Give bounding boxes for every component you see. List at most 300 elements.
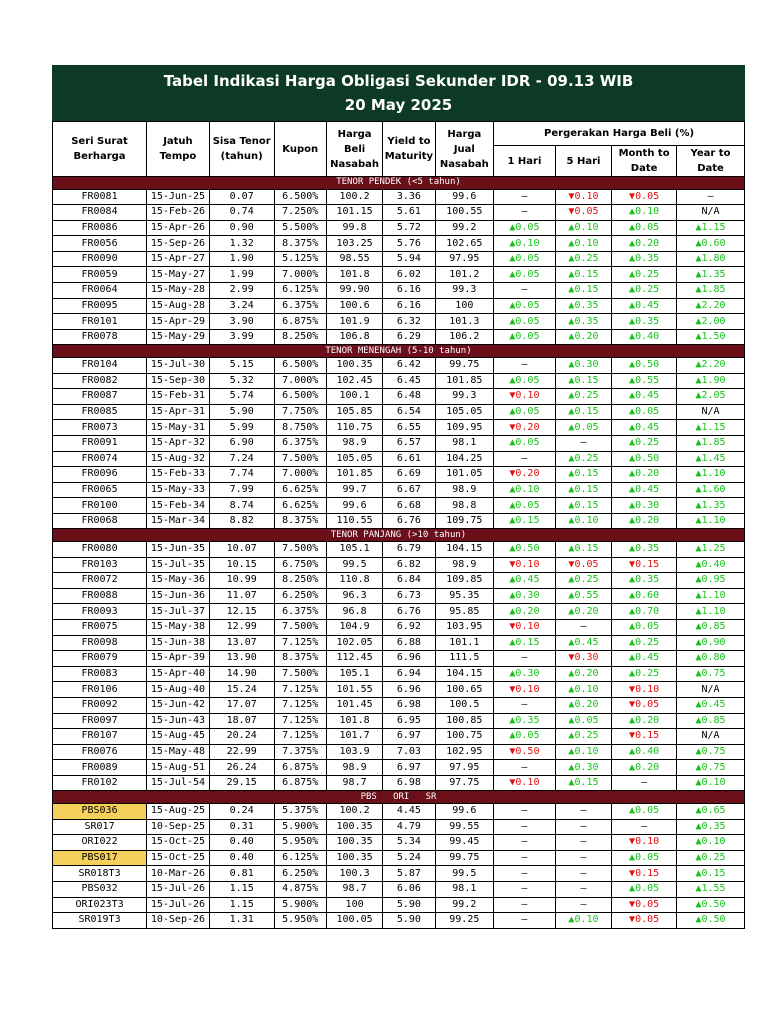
cell-change-ytd: ▲0.50 (677, 913, 745, 929)
cell-change-mtd: ▲0.25 (612, 267, 677, 283)
cell-change-1d: ▲0.15 (494, 513, 556, 529)
cell-coupon: 7.125% (274, 713, 326, 729)
cell-change-1d: — (494, 651, 556, 667)
cell-tenor: 7.24 (209, 451, 274, 467)
cell-change-ytd: N/A (677, 404, 745, 420)
cell-tenor: 0.24 (209, 803, 274, 819)
cell-buy-price: 98.7 (326, 881, 382, 897)
cell-tenor: 0.07 (209, 189, 274, 205)
cell-yield: 6.97 (383, 760, 435, 776)
cell-change-1d: — (494, 866, 556, 882)
header-ytd: Year to Date (677, 146, 745, 177)
cell-change-mtd: ▲0.55 (612, 373, 677, 389)
cell-series: FR0106 (53, 682, 147, 698)
cell-coupon: 7.500% (274, 541, 326, 557)
cell-yield: 4.79 (383, 819, 435, 835)
cell-yield: 6.73 (383, 588, 435, 604)
cell-maturity: 15-Oct-25 (147, 835, 210, 851)
cell-coupon: 7.000% (274, 267, 326, 283)
cell-change-1d: — (494, 913, 556, 929)
cell-change-mtd: ▼0.10 (612, 835, 677, 851)
cell-maturity: 15-May-31 (147, 420, 210, 436)
cell-yield: 6.55 (383, 420, 435, 436)
cell-change-mtd: — (612, 775, 677, 791)
cell-change-5d: ▲0.35 (555, 298, 611, 314)
cell-change-1d: ▲0.05 (494, 298, 556, 314)
cell-maturity: 15-Apr-27 (147, 251, 210, 267)
cell-change-ytd: ▲0.80 (677, 651, 745, 667)
cell-change-mtd: ▲0.25 (612, 283, 677, 299)
cell-change-ytd: ▲0.45 (677, 697, 745, 713)
cell-sell-price: 97.75 (435, 775, 494, 791)
cell-tenor: 15.24 (209, 682, 274, 698)
cell-tenor: 8.74 (209, 498, 274, 514)
cell-maturity: 10-Sep-25 (147, 819, 210, 835)
cell-change-ytd: ▲1.15 (677, 220, 745, 236)
cell-change-1d: ▲0.05 (494, 498, 556, 514)
cell-sell-price: 103.95 (435, 619, 494, 635)
cell-maturity: 15-Aug-45 (147, 729, 210, 745)
cell-yield: 6.69 (383, 467, 435, 483)
table-row (53, 850, 745, 866)
cell-tenor: 0.90 (209, 220, 274, 236)
cell-change-5d: ▲0.05 (555, 713, 611, 729)
cell-series: FR0100 (53, 498, 147, 514)
cell-change-1d: ▲0.45 (494, 573, 556, 589)
header-harga-beli: Harga Beli Nasabah (326, 122, 382, 177)
cell-change-ytd: ▲2.00 (677, 314, 745, 330)
cell-coupon: 8.375% (274, 236, 326, 252)
cell-sell-price: 99.75 (435, 850, 494, 866)
cell-tenor: 5.74 (209, 389, 274, 405)
cell-tenor: 18.07 (209, 713, 274, 729)
cell-change-ytd: ▲1.85 (677, 283, 745, 299)
cell-buy-price: 110.75 (326, 420, 382, 436)
cell-series: FR0092 (53, 697, 147, 713)
cell-series: FR0087 (53, 389, 147, 405)
cell-change-ytd: ▲0.85 (677, 713, 745, 729)
cell-change-ytd: ▲0.40 (677, 557, 745, 573)
cell-coupon: 7.000% (274, 467, 326, 483)
table-row (53, 604, 745, 620)
cell-change-5d: — (555, 435, 611, 451)
cell-change-5d: — (555, 803, 611, 819)
section-row (53, 529, 745, 542)
cell-change-mtd: ▲0.40 (612, 329, 677, 345)
cell-sell-price: 99.2 (435, 897, 494, 913)
cell-yield: 6.16 (383, 283, 435, 299)
cell-coupon: 6.500% (274, 357, 326, 373)
cell-change-ytd: ▲0.15 (677, 866, 745, 882)
cell-coupon: 7.125% (274, 635, 326, 651)
cell-series: FR0072 (53, 573, 147, 589)
header-mtd: Month to Date (612, 146, 677, 177)
cell-tenor: 8.82 (209, 513, 274, 529)
section-label: TENOR PANJANG (>10 tahun) (53, 529, 745, 542)
cell-series: FR0098 (53, 635, 147, 651)
cell-change-ytd: ▲0.90 (677, 635, 745, 651)
cell-change-1d: ▲0.05 (494, 373, 556, 389)
cell-change-1d: — (494, 760, 556, 776)
cell-change-1d: — (494, 189, 556, 205)
cell-buy-price: 96.8 (326, 604, 382, 620)
cell-maturity: 15-Feb-26 (147, 205, 210, 221)
cell-maturity: 15-Jun-38 (147, 635, 210, 651)
cell-change-ytd: ▲0.25 (677, 850, 745, 866)
cell-yield: 5.24 (383, 850, 435, 866)
cell-coupon: 7.375% (274, 744, 326, 760)
cell-sell-price: 99.3 (435, 389, 494, 405)
table-row (53, 573, 745, 589)
cell-change-5d: — (555, 819, 611, 835)
table-row (53, 881, 745, 897)
cell-change-mtd: ▲0.25 (612, 435, 677, 451)
header-yield: Yield to Maturity (383, 122, 435, 177)
cell-change-ytd: ▲1.55 (677, 881, 745, 897)
cell-change-5d: ▲0.10 (555, 236, 611, 252)
cell-change-5d: ▲0.20 (555, 329, 611, 345)
cell-change-5d: ▲0.10 (555, 220, 611, 236)
cell-series: ORI022 (53, 835, 147, 851)
cell-series: FR0064 (53, 283, 147, 299)
cell-sell-price: 100.75 (435, 729, 494, 745)
cell-buy-price: 99.90 (326, 283, 382, 299)
cell-maturity: 15-May-29 (147, 329, 210, 345)
cell-change-mtd: ▲0.50 (612, 357, 677, 373)
cell-maturity: 15-May-27 (147, 267, 210, 283)
cell-change-ytd: — (677, 189, 745, 205)
cell-series: FR0084 (53, 205, 147, 221)
cell-change-5d: ▲0.15 (555, 404, 611, 420)
cell-tenor: 0.40 (209, 835, 274, 851)
cell-sell-price: 100.55 (435, 205, 494, 221)
title-banner (52, 65, 745, 121)
table-row (53, 866, 745, 882)
cell-change-ytd: N/A (677, 682, 745, 698)
cell-sell-price: 101.3 (435, 314, 494, 330)
cell-change-ytd: ▲0.35 (677, 819, 745, 835)
cell-series: FR0104 (53, 357, 147, 373)
cell-maturity: 15-May-48 (147, 744, 210, 760)
cell-coupon: 5.900% (274, 897, 326, 913)
cell-tenor: 1.32 (209, 236, 274, 252)
cell-change-ytd: N/A (677, 729, 745, 745)
cell-buy-price: 98.9 (326, 760, 382, 776)
table-row (53, 404, 745, 420)
cell-change-mtd: ▲0.20 (612, 713, 677, 729)
cell-buy-price: 102.05 (326, 635, 382, 651)
cell-change-mtd: ▲0.45 (612, 651, 677, 667)
cell-yield: 6.76 (383, 604, 435, 620)
cell-change-1d: ▲0.30 (494, 666, 556, 682)
cell-maturity: 15-Jul-37 (147, 604, 210, 620)
cell-series: FR0095 (53, 298, 147, 314)
cell-change-1d: — (494, 803, 556, 819)
cell-series: FR0074 (53, 451, 147, 467)
cell-tenor: 5.90 (209, 404, 274, 420)
table-row (53, 729, 745, 745)
cell-change-1d: ▲0.30 (494, 588, 556, 604)
cell-yield: 6.42 (383, 357, 435, 373)
cell-change-ytd: ▲1.60 (677, 482, 745, 498)
cell-coupon: 6.375% (274, 604, 326, 620)
table-row (53, 451, 745, 467)
cell-yield: 6.98 (383, 697, 435, 713)
cell-yield: 6.06 (383, 881, 435, 897)
cell-yield: 6.02 (383, 267, 435, 283)
cell-series: FR0059 (53, 267, 147, 283)
cell-coupon: 5.500% (274, 220, 326, 236)
table-row (53, 314, 745, 330)
cell-maturity: 15-May-28 (147, 283, 210, 299)
cell-change-ytd: ▲0.75 (677, 744, 745, 760)
cell-series: FR0090 (53, 251, 147, 267)
cell-coupon: 7.250% (274, 205, 326, 221)
cell-change-5d: ▲0.15 (555, 467, 611, 483)
cell-maturity: 15-May-36 (147, 573, 210, 589)
table-row (53, 283, 745, 299)
header-kupon: Kupon (274, 122, 326, 177)
table-row (53, 619, 745, 635)
cell-yield: 6.92 (383, 619, 435, 635)
cell-change-5d: ▲0.20 (555, 697, 611, 713)
cell-sell-price: 101.05 (435, 467, 494, 483)
cell-change-ytd: ▲1.50 (677, 329, 745, 345)
cell-change-1d: ▲0.05 (494, 404, 556, 420)
cell-series: FR0101 (53, 314, 147, 330)
table-row (53, 373, 745, 389)
cell-sell-price: 99.5 (435, 866, 494, 882)
cell-buy-price: 100.35 (326, 357, 382, 373)
cell-series: FR0056 (53, 236, 147, 252)
cell-yield: 6.97 (383, 729, 435, 745)
cell-change-5d: ▲0.15 (555, 482, 611, 498)
cell-coupon: 4.875% (274, 881, 326, 897)
cell-series: SR019T3 (53, 913, 147, 929)
cell-change-mtd: ▼0.05 (612, 697, 677, 713)
cell-change-1d: ▼0.10 (494, 682, 556, 698)
cell-change-mtd: ▼0.15 (612, 557, 677, 573)
cell-yield: 6.76 (383, 513, 435, 529)
cell-change-5d: ▲0.20 (555, 604, 611, 620)
cell-tenor: 5.32 (209, 373, 274, 389)
cell-tenor: 1.31 (209, 913, 274, 929)
table-row (53, 588, 745, 604)
cell-change-5d: ▲0.25 (555, 389, 611, 405)
cell-series: FR0065 (53, 482, 147, 498)
cell-yield: 6.54 (383, 404, 435, 420)
cell-change-5d: ▲0.55 (555, 588, 611, 604)
cell-coupon: 7.750% (274, 404, 326, 420)
cell-coupon: 7.500% (274, 451, 326, 467)
cell-tenor: 0.81 (209, 866, 274, 882)
cell-yield: 6.67 (383, 482, 435, 498)
cell-buy-price: 100.3 (326, 866, 382, 882)
cell-buy-price: 98.7 (326, 775, 382, 791)
cell-buy-price: 99.5 (326, 557, 382, 573)
table-row (53, 760, 745, 776)
cell-tenor: 20.24 (209, 729, 274, 745)
cell-yield: 5.90 (383, 913, 435, 929)
cell-change-ytd: ▲1.10 (677, 467, 745, 483)
table-row (53, 819, 745, 835)
table-row (53, 713, 745, 729)
cell-change-5d: ▲0.10 (555, 513, 611, 529)
cell-change-mtd: ▲0.20 (612, 236, 677, 252)
cell-sell-price: 106.2 (435, 329, 494, 345)
cell-sell-price: 97.95 (435, 251, 494, 267)
table-row (53, 220, 745, 236)
cell-coupon: 6.875% (274, 760, 326, 776)
cell-buy-price: 103.25 (326, 236, 382, 252)
cell-change-5d: ▼0.05 (555, 205, 611, 221)
table-row (53, 835, 745, 851)
cell-change-ytd: ▲1.35 (677, 267, 745, 283)
table-row (53, 557, 745, 573)
cell-series: FR0078 (53, 329, 147, 345)
cell-sell-price: 102.95 (435, 744, 494, 760)
cell-buy-price: 110.8 (326, 573, 382, 589)
cell-maturity: 15-Aug-32 (147, 451, 210, 467)
cell-change-1d: — (494, 283, 556, 299)
cell-sell-price: 98.9 (435, 482, 494, 498)
cell-series: FR0075 (53, 619, 147, 635)
cell-sell-price: 111.5 (435, 651, 494, 667)
cell-yield: 6.29 (383, 329, 435, 345)
table-row (53, 251, 745, 267)
cell-change-1d: ▲0.05 (494, 729, 556, 745)
cell-change-5d: ▲0.25 (555, 729, 611, 745)
cell-change-mtd: ▲0.05 (612, 404, 677, 420)
table-body (53, 177, 745, 929)
cell-buy-price: 101.55 (326, 682, 382, 698)
cell-change-1d: — (494, 881, 556, 897)
cell-coupon: 6.500% (274, 189, 326, 205)
cell-series: FR0089 (53, 760, 147, 776)
cell-yield: 6.32 (383, 314, 435, 330)
cell-maturity: 15-Jun-35 (147, 541, 210, 557)
cell-change-5d: ▲0.10 (555, 913, 611, 929)
cell-change-ytd: ▲1.45 (677, 451, 745, 467)
cell-coupon: 8.250% (274, 329, 326, 345)
cell-sell-price: 104.15 (435, 666, 494, 682)
cell-change-mtd: ▼0.05 (612, 189, 677, 205)
cell-change-ytd: ▲0.65 (677, 803, 745, 819)
cell-tenor: 1.15 (209, 881, 274, 897)
cell-coupon: 6.625% (274, 498, 326, 514)
cell-yield: 6.45 (383, 373, 435, 389)
cell-coupon: 8.250% (274, 573, 326, 589)
cell-yield: 6.79 (383, 541, 435, 557)
cell-buy-price: 101.85 (326, 467, 382, 483)
cell-tenor: 0.31 (209, 819, 274, 835)
cell-sell-price: 97.95 (435, 760, 494, 776)
cell-yield: 5.94 (383, 251, 435, 267)
section-label: TENOR MENENGAH (5-10 tahun) (53, 345, 745, 358)
cell-change-5d: ▲0.35 (555, 314, 611, 330)
cell-change-mtd: ▲0.35 (612, 314, 677, 330)
section-label: PBS ORI SR (53, 791, 745, 804)
cell-coupon: 6.625% (274, 482, 326, 498)
cell-change-ytd: ▲2.20 (677, 298, 745, 314)
table-row (53, 205, 745, 221)
cell-sell-price: 99.55 (435, 819, 494, 835)
cell-change-1d: — (494, 835, 556, 851)
cell-series: FR0093 (53, 604, 147, 620)
cell-series: FR0073 (53, 420, 147, 436)
cell-tenor: 10.99 (209, 573, 274, 589)
cell-change-mtd: — (612, 819, 677, 835)
cell-change-ytd: ▲0.75 (677, 666, 745, 682)
cell-change-5d: ▲0.15 (555, 775, 611, 791)
cell-sell-price: 99.3 (435, 283, 494, 299)
cell-change-ytd: ▲1.10 (677, 604, 745, 620)
cell-sell-price: 102.65 (435, 236, 494, 252)
cell-sell-price: 100.85 (435, 713, 494, 729)
cell-change-1d: ▼0.10 (494, 619, 556, 635)
bond-table (52, 121, 745, 929)
cell-series: SR017 (53, 819, 147, 835)
cell-tenor: 7.74 (209, 467, 274, 483)
cell-maturity: 15-Apr-29 (147, 314, 210, 330)
cell-coupon: 7.000% (274, 373, 326, 389)
cell-coupon: 5.950% (274, 913, 326, 929)
table-row (53, 635, 745, 651)
cell-series: FR0081 (53, 189, 147, 205)
table-row (53, 803, 745, 819)
table-row (53, 189, 745, 205)
cell-sell-price: 100.5 (435, 697, 494, 713)
cell-change-5d: ▲0.30 (555, 760, 611, 776)
header-harga-jual: Harga Jual Nasabah (435, 122, 494, 177)
cell-change-5d: ▲0.15 (555, 498, 611, 514)
cell-series: FR0107 (53, 729, 147, 745)
cell-yield: 5.61 (383, 205, 435, 221)
cell-buy-price: 98.9 (326, 435, 382, 451)
cell-series: FR0096 (53, 467, 147, 483)
cell-maturity: 10-Mar-26 (147, 866, 210, 882)
cell-change-ytd: ▲0.50 (677, 897, 745, 913)
table-row (53, 744, 745, 760)
cell-change-ytd: ▲1.35 (677, 498, 745, 514)
cell-buy-price: 100.1 (326, 389, 382, 405)
cell-change-1d: ▼0.50 (494, 744, 556, 760)
cell-change-mtd: ▲0.50 (612, 451, 677, 467)
cell-yield: 6.95 (383, 713, 435, 729)
cell-coupon: 6.875% (274, 775, 326, 791)
cell-change-mtd: ▲0.05 (612, 803, 677, 819)
cell-coupon: 6.250% (274, 866, 326, 882)
table-row (53, 389, 745, 405)
table-row (53, 467, 745, 483)
header-1-hari: 1 Hari (494, 146, 556, 177)
cell-sell-price: 109.95 (435, 420, 494, 436)
table-row (53, 682, 745, 698)
cell-change-1d: ▲0.05 (494, 267, 556, 283)
cell-buy-price: 101.15 (326, 205, 382, 221)
cell-yield: 6.96 (383, 682, 435, 698)
cell-yield: 4.45 (383, 803, 435, 819)
cell-maturity: 15-Apr-26 (147, 220, 210, 236)
cell-tenor: 22.99 (209, 744, 274, 760)
cell-change-5d: — (555, 866, 611, 882)
cell-buy-price: 96.3 (326, 588, 382, 604)
table-row (53, 651, 745, 667)
cell-change-1d: ▼0.10 (494, 775, 556, 791)
cell-change-mtd: ▲0.45 (612, 420, 677, 436)
cell-yield: 3.36 (383, 189, 435, 205)
cell-change-1d: ▼0.10 (494, 389, 556, 405)
